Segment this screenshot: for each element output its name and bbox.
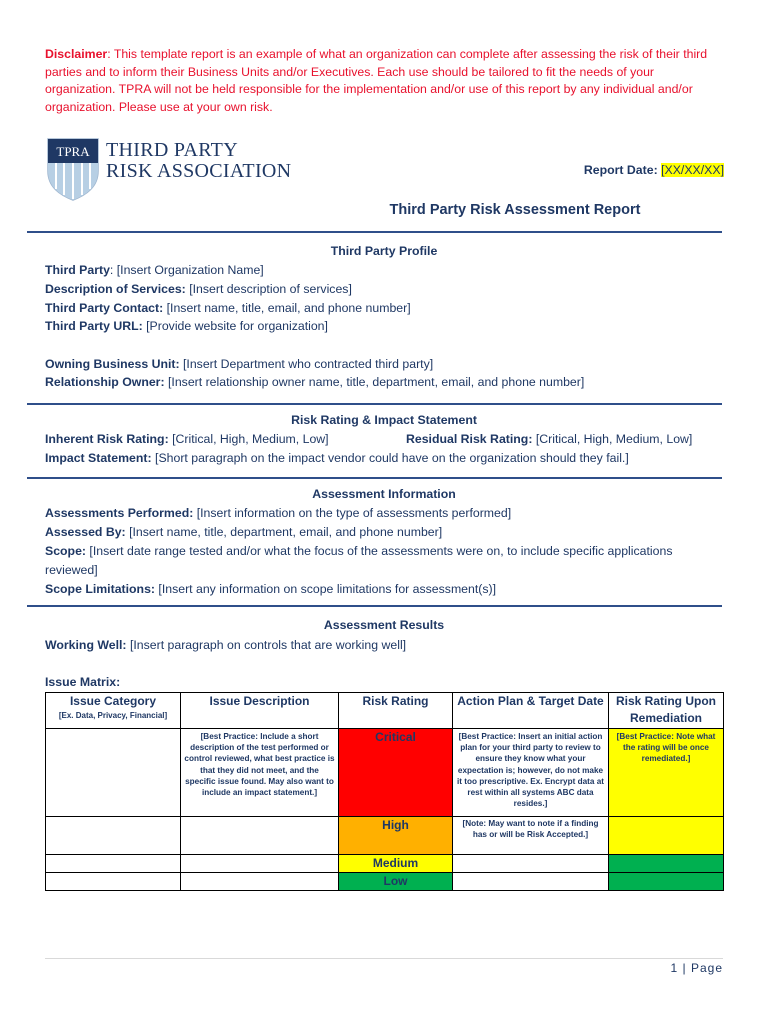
working-well-value: [Insert paragraph on controls that are working well] — [126, 638, 407, 652]
page-footer — [671, 961, 724, 975]
profile-contact-value: [Insert name, title, email, and phone number] — [163, 301, 411, 315]
matrix-header-row — [46, 693, 724, 729]
section-divider — [27, 403, 722, 405]
cell-action-plan[interactable]: [Best Practice: Insert an initial action plan for your third party to review to ensure they know what your expectation is; however, do not make it too prescriptive. Ex. Encrypt data at rest within all systems ABC data resides.] — [453, 729, 609, 817]
section-divider — [27, 231, 722, 233]
assessments-performed-label: Assessments Performed: — [45, 506, 194, 520]
profile-owner-label: Relationship Owner: — [45, 375, 165, 389]
table-row — [46, 817, 724, 855]
cell-description[interactable] — [181, 855, 339, 873]
header-issue-category-sub: [Ex. Data, Privacy, Financial] — [58, 711, 168, 720]
assessed-by — [45, 523, 725, 542]
impact-value: [Short paragraph on the impact vendor could have on the organization should they fail.] — [151, 451, 629, 465]
issue-matrix — [45, 692, 724, 891]
profile-services-label: Description of Services: — [45, 282, 186, 296]
profile-url — [45, 317, 725, 336]
scope-limitations — [45, 580, 725, 599]
table-row — [46, 873, 724, 891]
cell-action-plan[interactable] — [453, 855, 609, 873]
assessments-performed — [45, 504, 725, 523]
report-date-value: [XX/XX/XX] — [661, 163, 724, 177]
tpra-shield-icon — [46, 137, 100, 201]
profile-third-party — [45, 261, 725, 280]
impact-statement — [45, 449, 725, 468]
logo-line1: THIRD PARTY — [106, 139, 238, 161]
disclaimer-label: Disclaimer — [45, 47, 108, 61]
impact-label: Impact Statement: — [45, 451, 152, 465]
profile-url-label: Third Party URL: — [45, 319, 143, 333]
cell-rating-upon[interactable] — [609, 817, 724, 855]
page-number: 1 — [670, 961, 679, 975]
working-well — [45, 636, 725, 655]
profile-contact-label: Third Party Contact: — [45, 301, 164, 315]
profile-owning-unit — [45, 355, 725, 374]
cell-rating-medium[interactable]: Medium — [339, 855, 453, 873]
results-heading: Assessment Results — [323, 618, 445, 632]
cell-category[interactable] — [46, 817, 181, 855]
inherent-risk — [45, 430, 385, 449]
cell-category[interactable] — [46, 729, 181, 817]
profile-services — [45, 280, 725, 299]
header-action-plan: Action Plan & Target Date — [453, 693, 609, 729]
page-label: | Page — [678, 961, 723, 975]
scope-limitations-label: Scope Limitations: — [45, 582, 155, 596]
assessed-by-value: [Insert name, title, department, email, and phone number] — [125, 525, 443, 539]
cell-description[interactable]: [Best Practice: Include a short description of the test performed or control reviewed, what best practice is that they did not meet, and the specific issue found. May also want to include an impact statement.] — [181, 729, 339, 817]
cell-action-plan[interactable]: [Note: May want to note if a finding has or will be Risk Accepted.] — [453, 817, 609, 855]
scope-limitations-value: [Insert any information on scope limitations for assessment(s)] — [155, 582, 497, 596]
header-issue-description: Issue Description — [181, 693, 339, 729]
header-issue-category — [46, 693, 181, 729]
assessment-heading: Assessment Information — [312, 487, 456, 501]
table-row — [46, 729, 724, 817]
disclaimer — [45, 46, 725, 116]
inherent-risk-label: Inherent Risk Rating: — [45, 432, 169, 446]
issue-matrix-label: Issue Matrix: — [45, 675, 121, 689]
header-rating-upon-remediation: Risk Rating Upon Remediation — [609, 693, 724, 729]
report-title: Third Party Risk Assessment Report — [389, 202, 641, 218]
profile-heading: Third Party Profile — [330, 244, 438, 258]
cell-rating-upon[interactable] — [609, 855, 724, 873]
cell-action-plan[interactable] — [453, 873, 609, 891]
profile-relationship-owner — [45, 373, 725, 392]
assessments-performed-value: [Insert information on the type of assessments performed] — [193, 506, 512, 520]
logo-wordmark — [106, 140, 291, 182]
profile-owning-value: [Insert Department who contracted third party] — [179, 357, 434, 371]
residual-risk-label: Residual Risk Rating: — [406, 432, 533, 446]
inherent-risk-value: [Critical, High, Medium, Low] — [168, 432, 329, 446]
cell-rating-upon[interactable] — [609, 873, 724, 891]
logo-line2: RISK ASSOCIATION — [106, 160, 292, 182]
cell-rating-upon[interactable]: [Best Practice: Note what the rating will be once remediated.] — [609, 729, 724, 817]
footer-divider — [45, 958, 723, 959]
scope — [45, 542, 725, 579]
profile-url-value: [Provide website for organization] — [142, 319, 328, 333]
cell-rating-low[interactable]: Low — [339, 873, 453, 891]
profile-services-value: [Insert description of services] — [185, 282, 352, 296]
profile-owning-label: Owning Business Unit: — [45, 357, 180, 371]
logo-abbr: TPRA — [56, 144, 90, 159]
assessed-by-label: Assessed By: — [45, 525, 126, 539]
table-row — [46, 855, 724, 873]
working-well-label: Working Well: — [45, 638, 127, 652]
report-date-label: Report Date: — [583, 163, 662, 177]
residual-risk-value: [Critical, High, Medium, Low] — [532, 432, 693, 446]
section-divider — [27, 477, 722, 479]
cell-description[interactable] — [181, 873, 339, 891]
cell-category[interactable] — [46, 855, 181, 873]
scope-label: Scope: — [45, 544, 86, 558]
report-date — [584, 163, 724, 177]
profile-owner-value: [Insert relationship owner name, title, department, email, and phone number] — [164, 375, 585, 389]
cell-category[interactable] — [46, 873, 181, 891]
disclaimer-text: : This template report is an example of what an organization can complete after assessing the risk of their third parties and to inform their Business Units and/or Executives. Each use should be tailored to fit the needs of your organization. TPRA will not be held responsible for the implementation and/or use of this report by any individual and/or organization. Please use at your own risk. — [45, 47, 708, 114]
header-risk-rating: Risk Rating — [339, 693, 453, 729]
cell-rating-high[interactable]: High — [339, 817, 453, 855]
section-divider — [27, 605, 722, 607]
profile-contact — [45, 299, 725, 318]
residual-risk — [406, 430, 726, 449]
profile-third-party-label: Third Party — [45, 263, 110, 277]
cell-description[interactable] — [181, 817, 339, 855]
risk-heading: Risk Rating & Impact Statement — [291, 413, 477, 427]
profile-third-party-value: : [Insert Organization Name] — [109, 263, 264, 277]
cell-rating-critical[interactable]: Critical — [339, 729, 453, 817]
scope-value: [Insert date range tested and/or what the focus of the assessments were on, to include specific applications reviewed] — [45, 544, 673, 577]
tpra-logo — [46, 137, 306, 201]
header-issue-category-label: Issue Category — [69, 694, 157, 708]
